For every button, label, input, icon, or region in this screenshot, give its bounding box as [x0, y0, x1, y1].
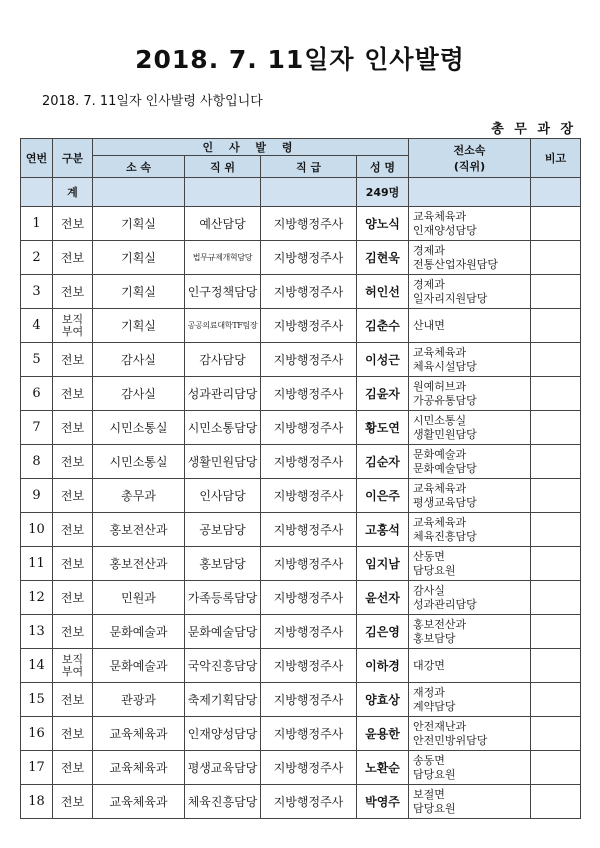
row-position: 시민소통담당 [185, 411, 261, 445]
row-destination [409, 241, 531, 275]
row-remarks [531, 241, 581, 275]
row-destination [409, 207, 531, 241]
row-type: 전보 [53, 581, 93, 615]
row-type: 전보 [53, 547, 93, 581]
table-row [21, 207, 581, 241]
row-grade: 지방행정주사 [261, 241, 357, 275]
row-number: 1 [21, 207, 53, 241]
table-row [21, 649, 581, 683]
table-row [21, 377, 581, 411]
row-remarks [531, 785, 581, 819]
row-remarks [531, 411, 581, 445]
row-destination [409, 615, 531, 649]
row-name: 이은주 [357, 479, 409, 513]
row-destination-line2: 홍보담당 [413, 631, 456, 645]
row-affiliation: 감사실 [93, 343, 185, 377]
row-name: 임지남 [357, 547, 409, 581]
row-destination-line1: 산내면 [413, 318, 445, 332]
row-number: 6 [21, 377, 53, 411]
row-number: 7 [21, 411, 53, 445]
row-remarks [531, 445, 581, 479]
row-destination [409, 547, 531, 581]
row-destination [409, 479, 531, 513]
row-grade: 지방행정주사 [261, 479, 357, 513]
row-position: 축제기획담당 [185, 683, 261, 717]
row-destination-line1: 문화예술과 [413, 447, 467, 461]
row-type: 전보 [53, 377, 93, 411]
table-row [21, 241, 581, 275]
row-affiliation: 교육체육과 [93, 751, 185, 785]
row-destination-line2: 문화예술담당 [413, 461, 477, 475]
row-destination [409, 683, 531, 717]
row-destination-line2: 일자리지원담당 [413, 291, 488, 305]
table-row [21, 581, 581, 615]
row-destination-line2: 가공유통담당 [413, 393, 477, 407]
row-remarks [531, 275, 581, 309]
row-grade: 지방행정주사 [261, 445, 357, 479]
row-destination-line2: 계약담당 [413, 699, 456, 713]
row-name: 김순자 [357, 445, 409, 479]
row-grade: 지방행정주사 [261, 547, 357, 581]
row-affiliation: 기획실 [93, 241, 185, 275]
row-type-line1: 보직 [61, 652, 84, 666]
row-type-line2: 부여 [61, 664, 84, 678]
row-affiliation: 기획실 [93, 207, 185, 241]
row-number: 8 [21, 445, 53, 479]
row-number: 17 [21, 751, 53, 785]
row-position: 가족등록담당 [185, 581, 261, 615]
row-number: 3 [21, 275, 53, 309]
table-row [21, 479, 581, 513]
header-destination-line1: 전소속 [453, 144, 486, 157]
row-type: 전보 [53, 343, 93, 377]
table-row [21, 615, 581, 649]
row-name: 황도연 [357, 411, 409, 445]
row-position: 공보담당 [185, 513, 261, 547]
row-remarks [531, 683, 581, 717]
row-destination [409, 411, 531, 445]
total-count: 249명 [357, 178, 409, 207]
row-name: 김은영 [357, 615, 409, 649]
row-destination [409, 649, 531, 683]
row-position: 성과관리담당 [185, 377, 261, 411]
row-destination [409, 275, 531, 309]
row-position: 체육진흥담당 [185, 785, 261, 819]
row-grade: 지방행정주사 [261, 411, 357, 445]
row-destination-line2: 전통산업자원담당 [413, 257, 499, 271]
row-grade: 지방행정주사 [261, 615, 357, 649]
row-destination [409, 377, 531, 411]
row-name: 노환순 [357, 751, 409, 785]
row-grade: 지방행정주사 [261, 717, 357, 751]
row-destination-line1: 원예허브과 [413, 379, 467, 393]
row-name: 양효상 [357, 683, 409, 717]
row-number: 9 [21, 479, 53, 513]
row-remarks [531, 343, 581, 377]
row-destination-line1: 교육체육과 [413, 345, 467, 359]
row-position: 인사담당 [185, 479, 261, 513]
row-remarks [531, 581, 581, 615]
row-affiliation: 민원과 [93, 581, 185, 615]
header-position: 직 위 [185, 156, 261, 178]
row-name: 허인선 [357, 275, 409, 309]
table-row [21, 411, 581, 445]
row-remarks [531, 513, 581, 547]
row-remarks [531, 649, 581, 683]
row-number: 15 [21, 683, 53, 717]
row-affiliation: 총무과 [93, 479, 185, 513]
row-type-line1: 보직 [61, 312, 84, 326]
row-destination-line2: 안전민방위담당 [413, 733, 488, 747]
row-affiliation: 교육체육과 [93, 717, 185, 751]
row-destination-line1: 교육체육과 [413, 515, 467, 529]
row-number: 11 [21, 547, 53, 581]
row-remarks [531, 751, 581, 785]
row-grade: 지방행정주사 [261, 751, 357, 785]
row-affiliation: 감사실 [93, 377, 185, 411]
row-name: 김현욱 [357, 241, 409, 275]
table-row [21, 717, 581, 751]
row-type-line2: 부여 [61, 324, 84, 338]
row-type: 전보 [53, 785, 93, 819]
row-affiliation: 문화예술과 [93, 649, 185, 683]
row-name: 김춘수 [357, 309, 409, 343]
header-group: 인 사 발 령 [93, 139, 409, 156]
row-number: 13 [21, 615, 53, 649]
header-remarks: 비고 [531, 139, 581, 178]
row-type [53, 649, 93, 683]
row-grade: 지방행정주사 [261, 683, 357, 717]
row-type: 전보 [53, 513, 93, 547]
row-destination-line1: 대강면 [413, 658, 445, 672]
row-destination [409, 445, 531, 479]
row-destination [409, 751, 531, 785]
row-destination [409, 717, 531, 751]
row-destination-line1: 보절면 [413, 787, 445, 801]
row-type: 전보 [53, 615, 93, 649]
row-position: 감사담당 [185, 343, 261, 377]
table-row [21, 683, 581, 717]
row-destination-line2: 담당요원 [413, 563, 456, 577]
table-row [21, 343, 581, 377]
row-destination [409, 343, 531, 377]
table-row [21, 785, 581, 819]
row-number: 12 [21, 581, 53, 615]
table-row [21, 513, 581, 547]
row-destination-line2: 담당요원 [413, 767, 456, 781]
row-name: 박영주 [357, 785, 409, 819]
page-subtitle: 2018. 7. 11일자 인사발령 사항입니다 [42, 94, 263, 109]
row-position: 평생교육담당 [185, 751, 261, 785]
row-type: 전보 [53, 445, 93, 479]
row-remarks [531, 615, 581, 649]
row-grade: 지방행정주사 [261, 377, 357, 411]
row-name: 이하경 [357, 649, 409, 683]
row-number: 10 [21, 513, 53, 547]
row-position: 공공의료대학TF팀장 [185, 309, 261, 343]
row-affiliation: 시민소통실 [93, 445, 185, 479]
page-title: 2018. 7. 11일자 인사발령 [135, 45, 465, 74]
row-name: 양노식 [357, 207, 409, 241]
row-type: 전보 [53, 275, 93, 309]
row-grade: 지방행정주사 [261, 343, 357, 377]
row-number: 4 [21, 309, 53, 343]
row-number: 18 [21, 785, 53, 819]
row-affiliation: 홍보전산과 [93, 513, 185, 547]
row-destination-line1: 안전재난과 [413, 719, 467, 733]
row-position: 생활민원담당 [185, 445, 261, 479]
row-destination [409, 785, 531, 819]
row-destination-line2: 체육시설담당 [413, 359, 477, 373]
row-affiliation: 홍보전산과 [93, 547, 185, 581]
row-grade: 지방행정주사 [261, 309, 357, 343]
header-type: 구분 [53, 139, 93, 178]
row-type: 전보 [53, 751, 93, 785]
row-grade: 지방행정주사 [261, 513, 357, 547]
row-remarks [531, 207, 581, 241]
row-position: 예산담당 [185, 207, 261, 241]
personnel-table [20, 138, 581, 819]
row-name: 이성근 [357, 343, 409, 377]
row-number: 16 [21, 717, 53, 751]
row-destination-line2: 인재양성담당 [413, 223, 477, 237]
row-name: 윤선자 [357, 581, 409, 615]
row-name: 김윤자 [357, 377, 409, 411]
row-name: 윤용한 [357, 717, 409, 751]
row-affiliation: 교육체육과 [93, 785, 185, 819]
row-affiliation: 문화예술과 [93, 615, 185, 649]
row-destination-line1: 송동면 [413, 753, 445, 767]
row-type: 전보 [53, 683, 93, 717]
row-remarks [531, 309, 581, 343]
row-destination-line2: 생활민원담당 [413, 427, 477, 441]
row-name: 고홍석 [357, 513, 409, 547]
row-destination [409, 309, 531, 343]
row-destination-line1: 시민소통실 [413, 413, 467, 427]
table-row [21, 309, 581, 343]
row-number: 14 [21, 649, 53, 683]
department-label: 총 무 과 장 [491, 122, 576, 137]
row-position: 국악진흥담당 [185, 649, 261, 683]
row-position: 인구정책담당 [185, 275, 261, 309]
row-grade: 지방행정주사 [261, 207, 357, 241]
row-affiliation: 관광과 [93, 683, 185, 717]
row-destination-line2: 성과관리담당 [413, 597, 477, 611]
row-position: 법무규제개혁담당 [185, 241, 261, 275]
row-position: 문화예술담당 [185, 615, 261, 649]
row-remarks [531, 547, 581, 581]
row-remarks [531, 377, 581, 411]
row-destination-line2: 체육진흥담당 [413, 529, 477, 543]
row-remarks [531, 479, 581, 513]
header-grade: 직 급 [261, 156, 357, 178]
row-destination-line1: 경제과 [413, 243, 445, 257]
row-destination-line1: 재정과 [413, 685, 445, 699]
row-destination-line1: 교육체육과 [413, 481, 467, 495]
header-destination-line2: (직위) [453, 160, 486, 173]
row-grade: 지방행정주사 [261, 581, 357, 615]
row-destination-line1: 교육체육과 [413, 209, 467, 223]
row-position: 인재양성담당 [185, 717, 261, 751]
table-row [21, 445, 581, 479]
row-type: 전보 [53, 411, 93, 445]
total-label: 계 [53, 178, 93, 207]
row-type [53, 309, 93, 343]
row-number: 5 [21, 343, 53, 377]
row-type: 전보 [53, 479, 93, 513]
row-grade: 지방행정주사 [261, 649, 357, 683]
row-type: 전보 [53, 207, 93, 241]
header-affiliation: 소 속 [93, 156, 185, 178]
header-destination [409, 139, 531, 178]
row-destination-line1: 산동면 [413, 549, 445, 563]
row-destination [409, 513, 531, 547]
row-affiliation: 기획실 [93, 275, 185, 309]
header-name: 성 명 [357, 156, 409, 178]
row-number: 2 [21, 241, 53, 275]
row-destination-line2: 담당요원 [413, 801, 456, 815]
row-type: 전보 [53, 241, 93, 275]
row-grade: 지방행정주사 [261, 785, 357, 819]
row-destination-line1: 감사실 [413, 583, 445, 597]
row-destination [409, 581, 531, 615]
total-row [21, 178, 581, 207]
row-position: 홍보담당 [185, 547, 261, 581]
row-type: 전보 [53, 717, 93, 751]
row-affiliation: 시민소통실 [93, 411, 185, 445]
row-destination-line1: 경제과 [413, 277, 445, 291]
table-row [21, 751, 581, 785]
table-row [21, 275, 581, 309]
row-destination-line1: 홍보전산과 [413, 617, 467, 631]
header-no: 연번 [21, 139, 53, 178]
table-row [21, 547, 581, 581]
row-grade: 지방행정주사 [261, 275, 357, 309]
row-remarks [531, 717, 581, 751]
row-destination-line2: 평생교육담당 [413, 495, 477, 509]
row-affiliation: 기획실 [93, 309, 185, 343]
